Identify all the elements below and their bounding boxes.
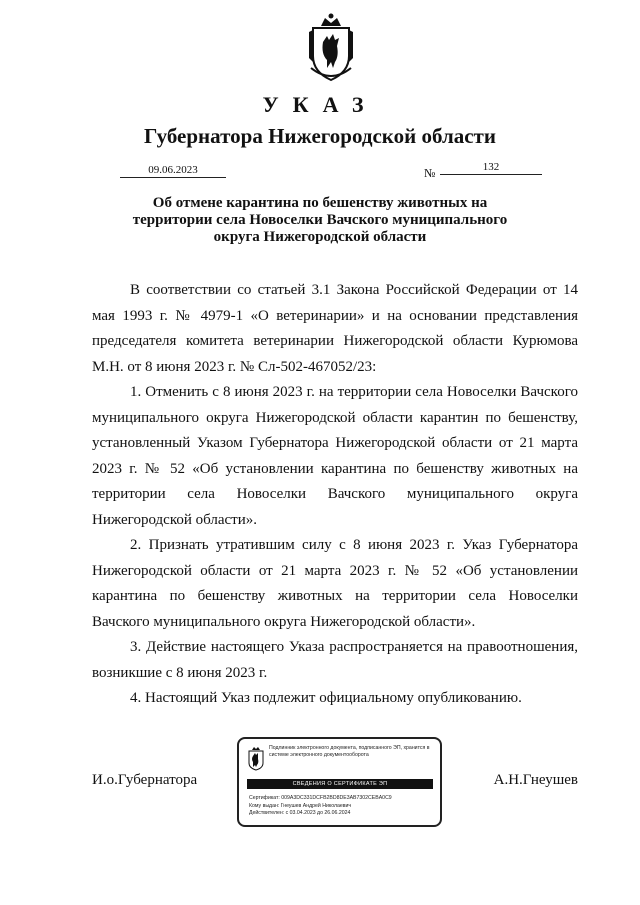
document-number: 132 xyxy=(440,161,542,175)
item-4-paragraph: 4. Настоящий Указ подлежит официальному опубликованию. xyxy=(130,690,522,706)
document-type-heading: УКАЗ xyxy=(262,92,378,117)
document-title xyxy=(110,195,530,246)
electronic-signature-stamp xyxy=(237,737,442,827)
certificate-validity: Действителен: с 03.04.2023 до 26.06.2024 xyxy=(249,810,351,816)
title-line: территории села Новоселки Вачского муниципального xyxy=(132,212,508,228)
item-2-paragraph: 2. Признать утратившим силу с 8 июня 2023 г. Указ Губернатора Нижегородской области от 21 марта 2023 г. № 52 «Об установлении карантина по бешенству животных на территории села Новоселки Вачского муниципального округа Нижегородской области». xyxy=(92,537,578,630)
issuer-heading: Губернатора Нижегородской области xyxy=(144,124,496,148)
title-line: округа Нижегородской области xyxy=(213,229,427,245)
certificate-owner: Кому выдан: Гнеушев Андрей Николаевич xyxy=(249,802,352,809)
number-label: № xyxy=(424,166,436,180)
document-body xyxy=(92,278,578,712)
item-3-paragraph: 3. Действие настоящего Указа распространяется на правоотношения, возникшие с 8 июня 2023 г. xyxy=(92,639,578,681)
stamp-notice: Подлинник электронного документа, подписанного ЭП, хранится в системе электронного документооборота xyxy=(269,745,430,758)
certificate-serial: Сертификат: 009A3DC331DCFB2BD8DE3AB7302CEBA0C9 xyxy=(249,795,392,801)
certificate-details xyxy=(249,795,392,818)
coat-of-arms-icon xyxy=(247,747,265,771)
stamp-header-bar: СВЕДЕНИЯ О СЕРТИФИКАТЕ ЭП xyxy=(247,779,433,789)
preamble-paragraph: В соответствии со статьей 3.1 Закона Российской Федерации от 14 мая 1993 г. № 4979-1 «О ветеринарии» и на основании представления председателя комитета ветеринарии Нижегородской области Курюмова М.Н. от 8 июня 2023 г. № Сл-502-467052/23: xyxy=(92,282,578,375)
title-line: Об отмене карантина по бешенству животных на xyxy=(152,195,488,211)
coat-of-arms-icon xyxy=(303,12,359,84)
document-date: 09.06.2023 xyxy=(120,164,226,178)
signatory-position: И.о.Губернатора xyxy=(92,772,198,788)
signatory-name: А.Н.Гнеушев xyxy=(493,772,578,788)
item-1-paragraph: 1. Отменить с 8 июня 2023 г. на территории села Новоселки Вачского муниципального округа Нижегородской области карантин по бешенству, установленный Указом Губернатора Нижегородской области от 21 марта 2023 г. № 52 «Об установлении карантина по бешенству животных на территории села Новоселки Вачского муниципального округа Нижегородской области». xyxy=(92,384,578,528)
